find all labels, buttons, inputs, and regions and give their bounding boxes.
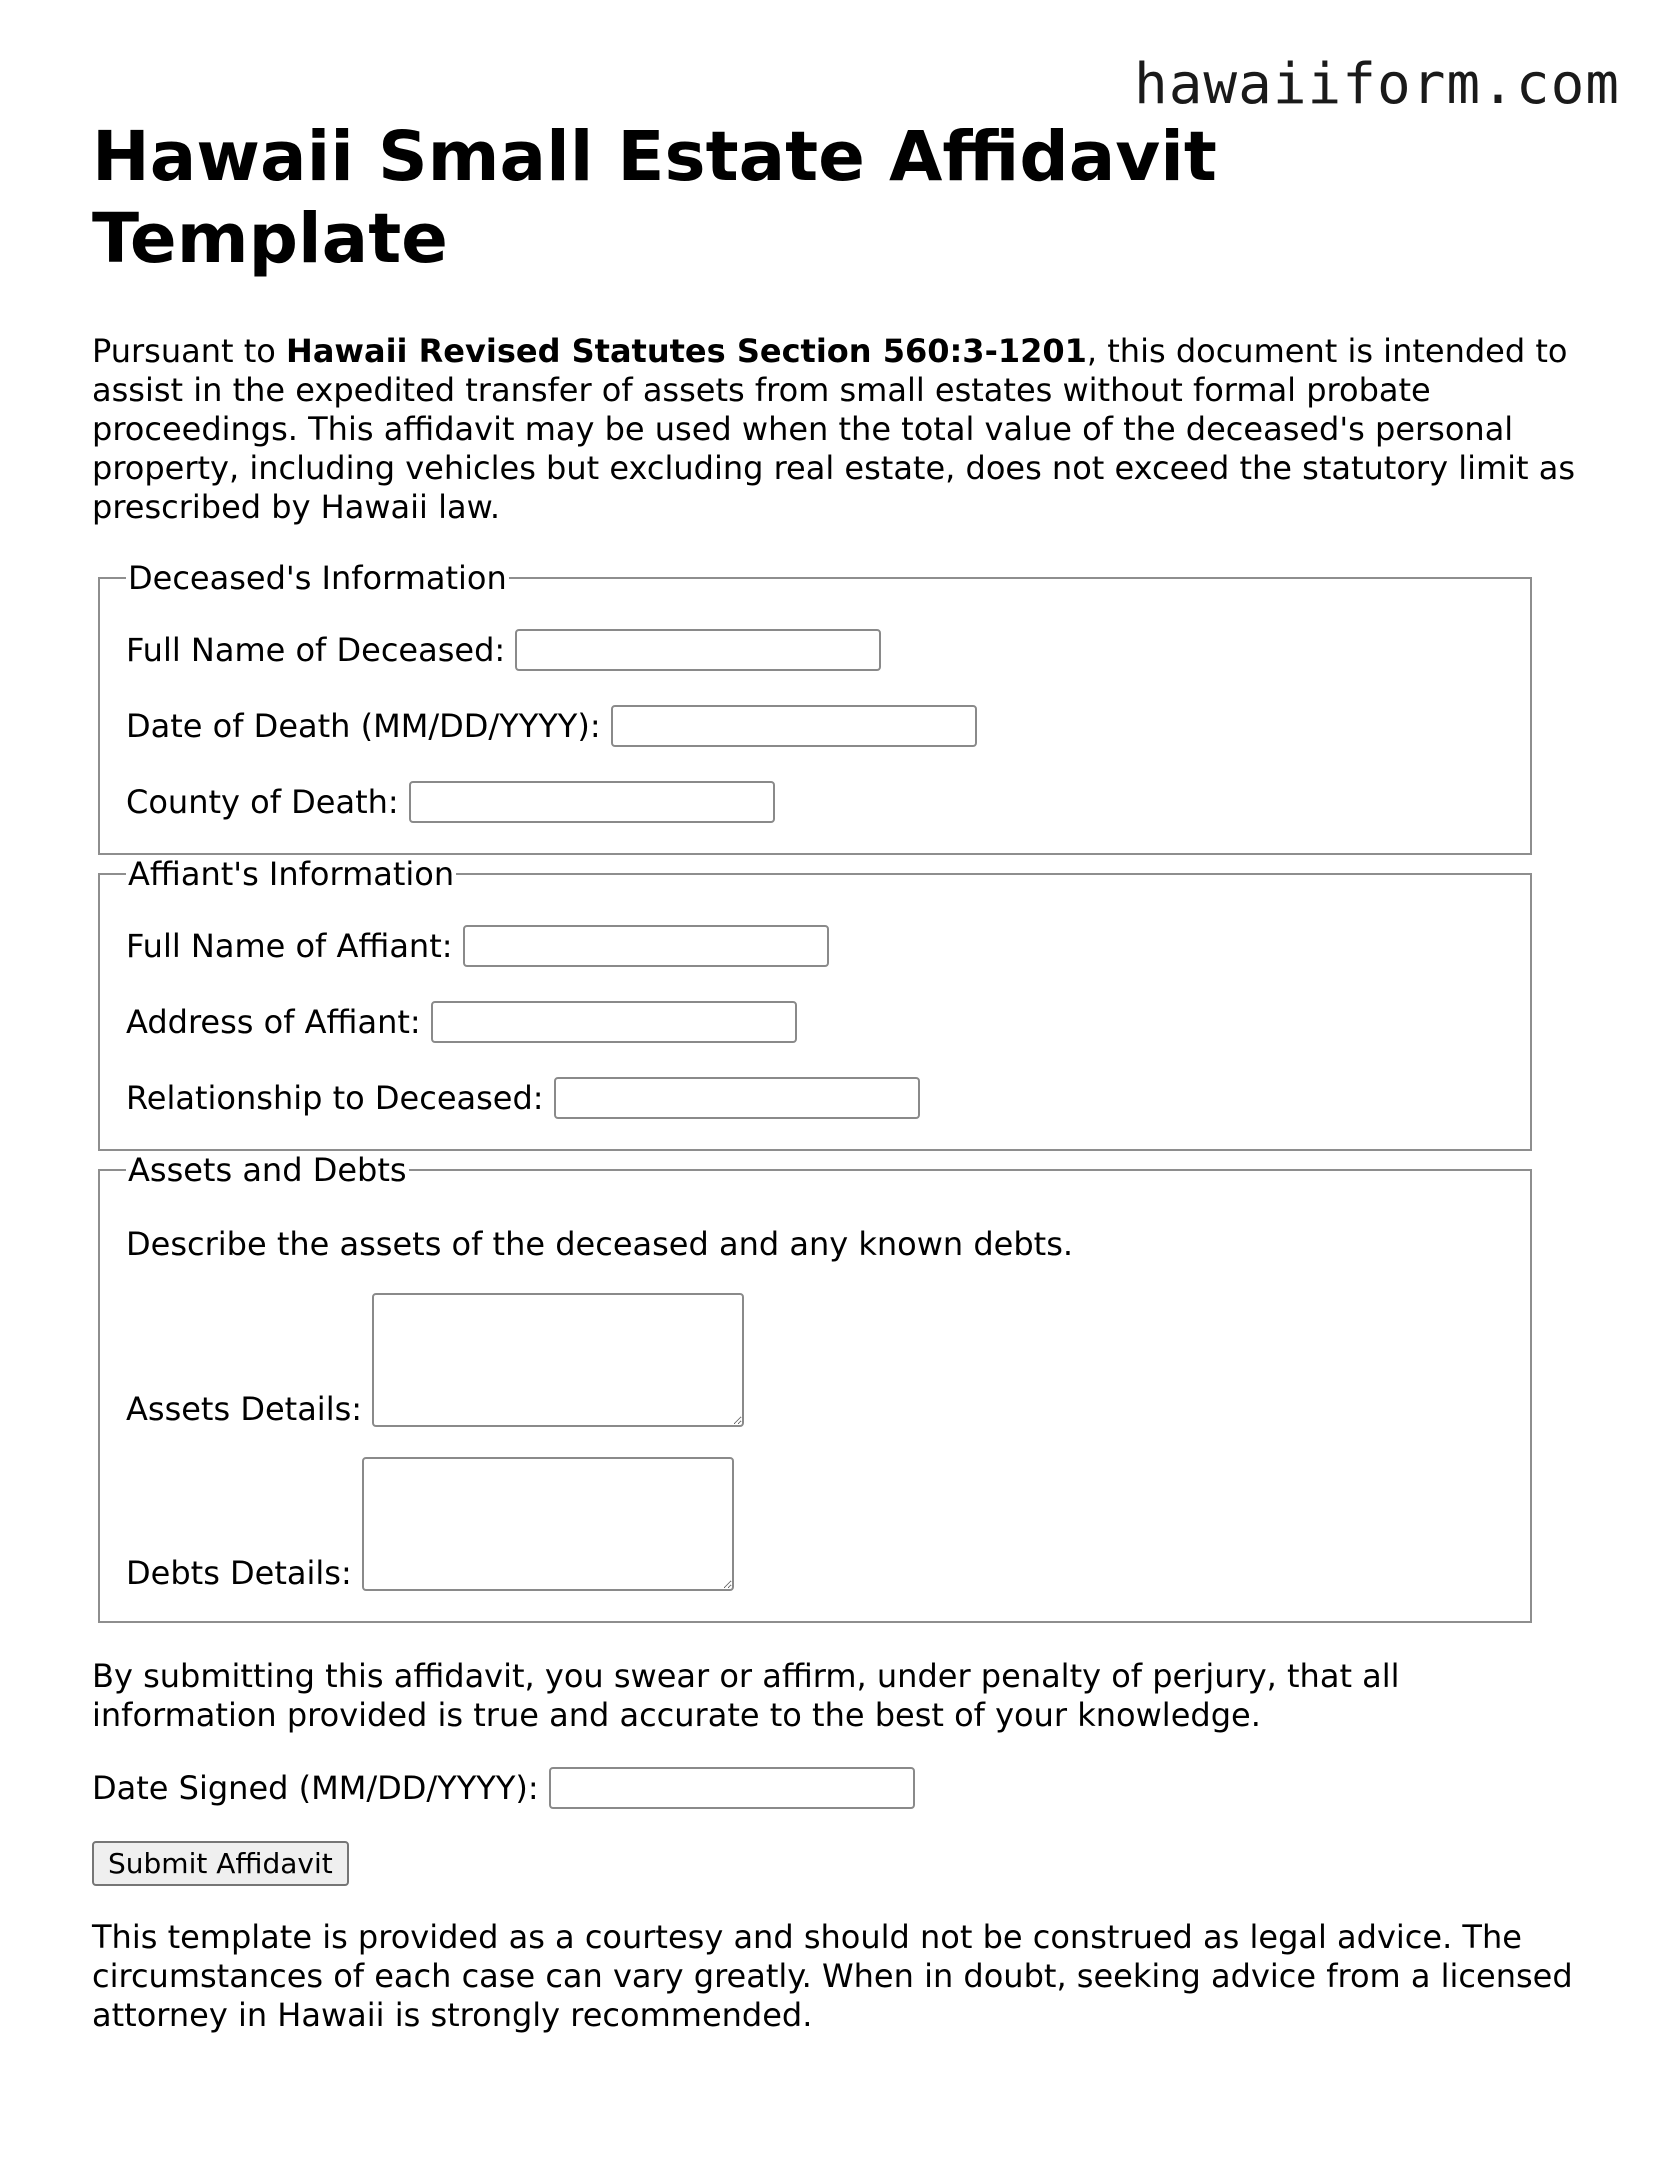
relationship-label: Relationship to Deceased:: [126, 1079, 544, 1117]
assets-debts-legend: Assets and Debts: [128, 1151, 407, 1189]
intro-paragraph: [92, 332, 1582, 527]
assets-details-row: [126, 1293, 1500, 1427]
date-signed-input[interactable]: [549, 1767, 915, 1809]
debts-details-textarea[interactable]: [362, 1457, 734, 1591]
perjury-statement: By submitting this affidavit, you swear or affirm, under penalty of perjury, that all information provided is true and accurate to the best of your knowledge.: [92, 1657, 1400, 1734]
site-watermark: hawaiiform.com: [1133, 52, 1620, 117]
debts-details-row: [126, 1457, 1500, 1591]
county-of-death-input[interactable]: [409, 781, 775, 823]
date-of-death-input[interactable]: [611, 705, 977, 747]
assets-debts-section: [98, 1151, 1532, 1623]
relationship-input[interactable]: [554, 1077, 920, 1119]
affiant-name-row: [126, 925, 1500, 967]
county-of-death-row: [126, 781, 1500, 823]
affiant-name-label: Full Name of Affiant:: [126, 927, 453, 965]
assets-debts-description: Describe the assets of the deceased and any known debts.: [126, 1225, 1074, 1263]
deceased-info-section: [98, 559, 1532, 855]
statute-reference: Hawaii Revised Statutes Section 560:3-1201: [286, 332, 1087, 370]
assets-details-label: Assets Details:: [126, 1390, 363, 1428]
deceased-name-input[interactable]: [515, 629, 881, 671]
deceased-name-row: [126, 629, 1500, 671]
relationship-row: [126, 1077, 1500, 1119]
page-title: Hawaii Small Estate Affidavit Template: [92, 117, 1217, 279]
affiant-address-label: Address of Affiant:: [126, 1003, 421, 1041]
affiant-name-input[interactable]: [463, 925, 829, 967]
affiant-info-section: [98, 855, 1532, 1151]
date-of-death-label: Date of Death (MM/DD/YYYY):: [126, 707, 601, 745]
intro-prefix: Pursuant to: [92, 332, 287, 370]
deceased-info-legend: Deceased's Information: [128, 559, 507, 597]
date-signed-row: [92, 1767, 1582, 1809]
legal-disclaimer: This template is provided as a courtesy and should not be construed as legal advice. The circumstances of each case can vary greatly. When in doubt, seeking advice from a licensed attorney in Hawaii is strongly recommended.: [92, 1918, 1573, 2034]
submit-affidavit-button[interactable]: Submit Affidavit: [92, 1841, 349, 1886]
affiant-address-input[interactable]: [431, 1001, 797, 1043]
debts-details-label: Debts Details:: [126, 1554, 352, 1592]
date-of-death-row: [126, 705, 1500, 747]
county-of-death-label: County of Death:: [126, 783, 399, 821]
affiant-address-row: [126, 1001, 1500, 1043]
form-page: [92, 116, 1582, 2035]
date-signed-label: Date Signed (MM/DD/YYYY):: [92, 1769, 539, 1807]
assets-details-textarea[interactable]: [372, 1293, 744, 1427]
affiant-info-legend: Affiant's Information: [128, 855, 455, 893]
intro-suffix: , this document is intended to assist in the expedited transfer of assets from small estates without formal probate proceedings. This affidavit may be used when the total value of the deceased's personal property, including vehicles but excluding real estate, does not exceed the statutory limit as prescribed by Hawaii law.: [92, 332, 1576, 526]
deceased-name-label: Full Name of Deceased:: [126, 631, 506, 669]
